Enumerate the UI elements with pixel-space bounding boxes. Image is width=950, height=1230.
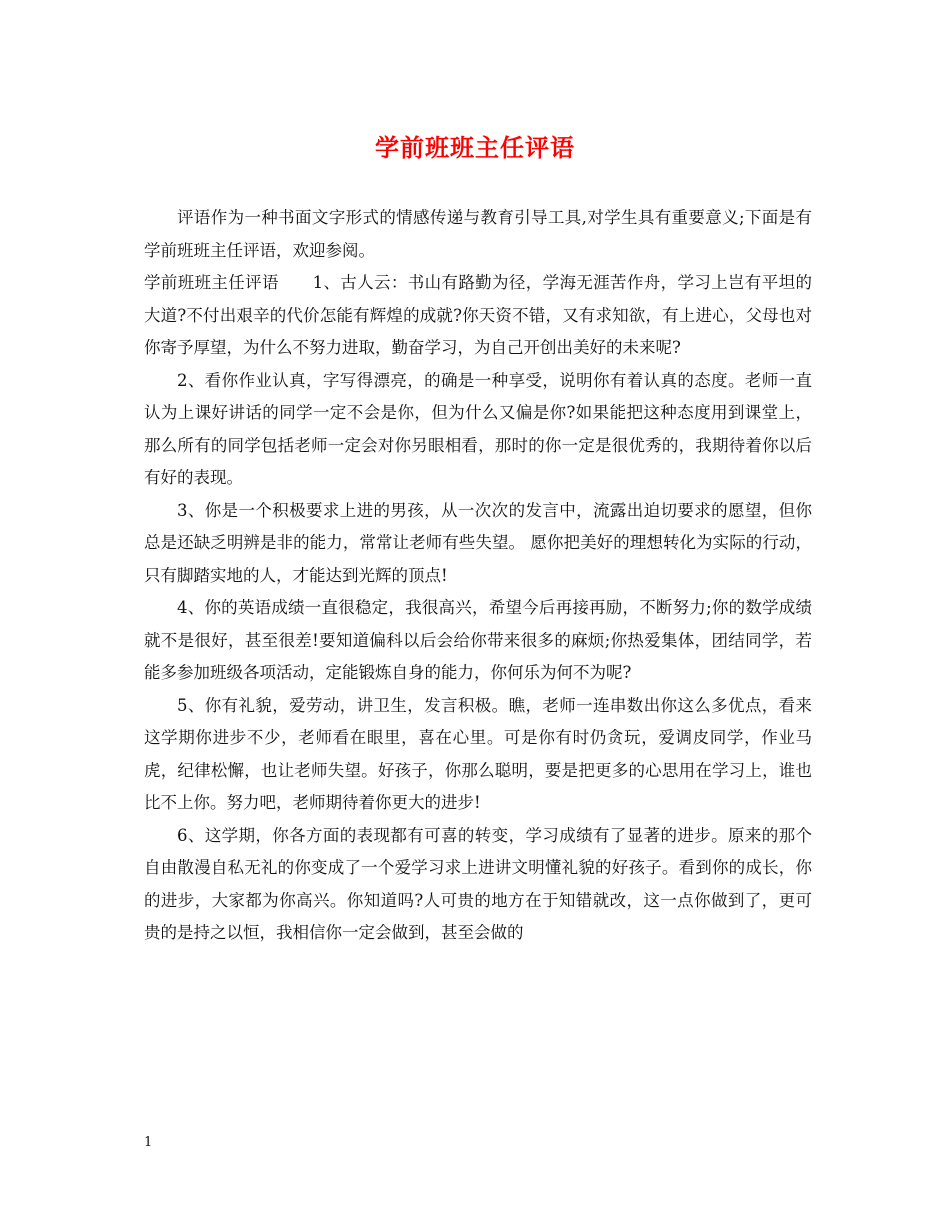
comment-paragraph-6: 6、这学期，你各方面的表现都有可喜的转变，学习成绩有了显著的进步。原来的那个自由散漫自私无礼的你变成了一个爱学习求上进讲文明懂礼貌的好孩子。看到你的成长，你的进步，大家都为你高兴。你知道吗?人可贵的地方在于知错就改，这一点你做到了，更可贵的是持之以恒，我相信你一定会做到，甚至会做的 [144, 825, 812, 942]
intro-paragraph: 评语作为一种书面文字形式的情感传递与教育引导工具,对学生具有重要意义;下面是有学前班班主任评语，欢迎参阅。 [144, 208, 812, 260]
comment-paragraph-4: 4、你的英语成绩一直很稳定，我很高兴，希望今后再接再励，不断努力;你的数学成绩就不是很好，甚至很差!要知道偏科以后会给你带来很多的麻烦;你热爱集体，团结同学，若能多参加班级各项活动，定能锻炼自身的能力，你何乐为何不为呢? [144, 598, 812, 682]
comment-paragraph-3: 3、你是一个积极要求上进的男孩，从一次次的发言中，流露出迫切要求的愿望，但你总是还缺乏明辨是非的能力，常常让老师有些失望。 愿你把美好的理想转化为实际的行动，只有脚踏实地的人，才能达到光辉的顶点! [144, 500, 812, 585]
comment-paragraph-1: 学前班班主任评语 1、古人云：书山有路勤为径，学海无涯苦作舟，学习上岂有平坦的大道?不付出艰辛的代价怎能有辉煌的成就?你天资不错，又有求知欲，有上进心，父母也对你寄予厚望，为什么不努力进取，勤奋学习，为自己开创出美好的未来呢? [144, 273, 812, 357]
comment-paragraph-2: 2、看你作业认真，字写得漂亮，的确是一种享受，说明你有着认真的态度。老师一直认为上课好讲话的同学一定不会是你，但为什么又偏是你?如果能把这种态度用到课堂上，那么所有的同学包括老师一定会对你另眼相看，那时的你一定是很优秀的，我期待着你以后有好的表现。 [144, 370, 812, 487]
page-title: 学前班班主任评语 [375, 133, 575, 162]
document-body [144, 202, 812, 950]
page-number: 1 [144, 1135, 153, 1150]
comment-paragraph-5: 5、你有礼貌，爱劳动，讲卫生，发言积极。瞧，老师一连串数出你这么多优点，看来这学期你进步不少，老师看在眼里，喜在心里。可是你有时仍贪玩，爱调皮同学，作业马虎，纪律松懈，也让老师失望。好孩子，你那么聪明，要是把更多的心思用在学习上，谁也比不上你。努力吧，老师期待着你更大的进步! [144, 695, 812, 812]
